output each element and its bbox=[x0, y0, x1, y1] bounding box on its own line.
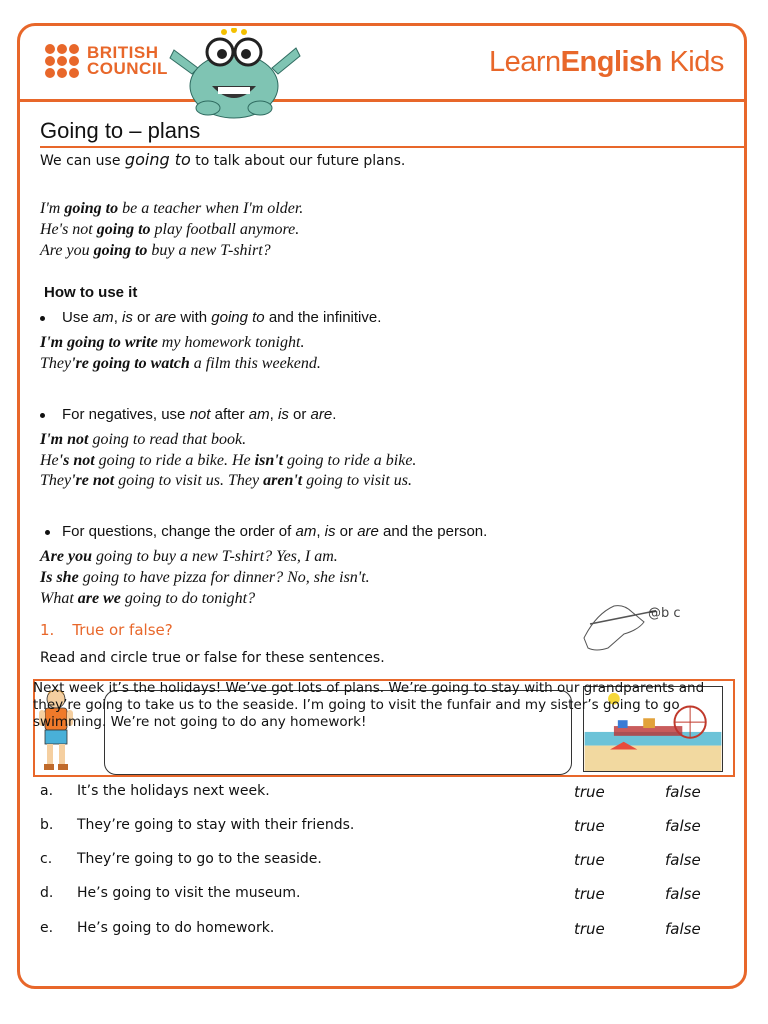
british-council-dots-icon bbox=[45, 44, 79, 78]
false-option[interactable]: false bbox=[665, 783, 701, 801]
true-option[interactable]: true bbox=[574, 851, 605, 869]
false-option[interactable]: false bbox=[665, 851, 701, 869]
question-letter: c. bbox=[40, 851, 53, 867]
rule-bullet-3: For questions, change the order of am, is or are and the person. bbox=[62, 523, 488, 540]
british-council-logo bbox=[45, 44, 168, 78]
true-option[interactable]: true bbox=[574, 783, 605, 801]
false-option[interactable]: false bbox=[665, 920, 701, 938]
header-divider bbox=[20, 99, 747, 102]
bc-logo-line2: COUNCIL bbox=[87, 59, 168, 78]
question-text: He’s going to visit the museum. bbox=[77, 885, 301, 901]
example-line-3: Are you going to buy a new T-shirt? bbox=[40, 242, 271, 259]
bullet-dot bbox=[45, 530, 50, 535]
bullet-dot bbox=[40, 413, 45, 418]
example-line-6: I'm not going to read that book. bbox=[40, 431, 247, 448]
section-heading: 1. True or false? bbox=[40, 621, 173, 639]
true-option[interactable]: true bbox=[574, 817, 605, 835]
false-option[interactable]: false bbox=[665, 817, 701, 835]
example-line-10: Is she going to have pizza for dinner? No, she isn't. bbox=[40, 569, 370, 586]
example-line-1: I'm going to be a teacher when I'm older. bbox=[40, 200, 304, 217]
bullet-dot bbox=[40, 316, 45, 321]
rule-bullet-2: For negatives, use not after am, is or are. bbox=[62, 406, 337, 423]
question-text: It’s the holidays next week. bbox=[77, 783, 270, 799]
example-line-2: He's not going to play football anymore. bbox=[40, 221, 300, 238]
question-text: He’s going to do homework. bbox=[77, 920, 275, 936]
instruction-text: Read and circle true or false for these sentences. bbox=[40, 650, 385, 666]
example-line-5: They're going to watch a film this weekend. bbox=[40, 355, 321, 372]
pencil-writing-icon bbox=[578, 598, 690, 656]
example-line-11: What are we going to do tonight? bbox=[40, 590, 256, 607]
true-option[interactable]: true bbox=[574, 920, 605, 938]
learnenglish-kids-logo: LearnEnglish Kids bbox=[489, 46, 724, 78]
question-text: They’re going to go to the seaside. bbox=[77, 851, 322, 867]
question-text: They’re going to stay with their friends. bbox=[77, 817, 355, 833]
rule-bullet-1: Use am, is or are with going to and the infinitive. bbox=[62, 309, 382, 326]
example-line-4: I'm going to write my homework tonight. bbox=[40, 334, 305, 351]
question-letter: d. bbox=[40, 885, 54, 901]
example-line-8: They're not going to visit us. They aren't going to visit us. bbox=[40, 472, 413, 489]
svg-text:@b c: @b c bbox=[648, 606, 681, 621]
question-letter: e. bbox=[40, 920, 54, 936]
example-line-9: Are you going to buy a new T-shirt? Yes, I am. bbox=[40, 548, 338, 565]
false-option[interactable]: false bbox=[665, 885, 701, 903]
question-letter: a. bbox=[40, 783, 54, 799]
question-letter: b. bbox=[40, 817, 54, 833]
bc-logo-line1: BRITISH bbox=[87, 43, 159, 62]
title-underline bbox=[40, 146, 746, 148]
true-option[interactable]: true bbox=[574, 885, 605, 903]
story-paragraph: Next week it’s the holidays! We’ve got lots of plans. We’re going to stay with our grandparents and they’re going to take us to the seaside. I’m going to visit the funfair and my sister’s going to go swimming. We’re not going to do any homework! bbox=[33, 680, 705, 730]
intro-text: We can use going to to talk about our future plans. bbox=[40, 150, 406, 169]
page-title: Going to – plans bbox=[40, 118, 201, 143]
monster-mascot-icon bbox=[168, 28, 302, 120]
how-to-heading: How to use it bbox=[44, 284, 138, 301]
example-line-7: He's not going to ride a bike. He isn't going to ride a bike. bbox=[40, 452, 417, 469]
